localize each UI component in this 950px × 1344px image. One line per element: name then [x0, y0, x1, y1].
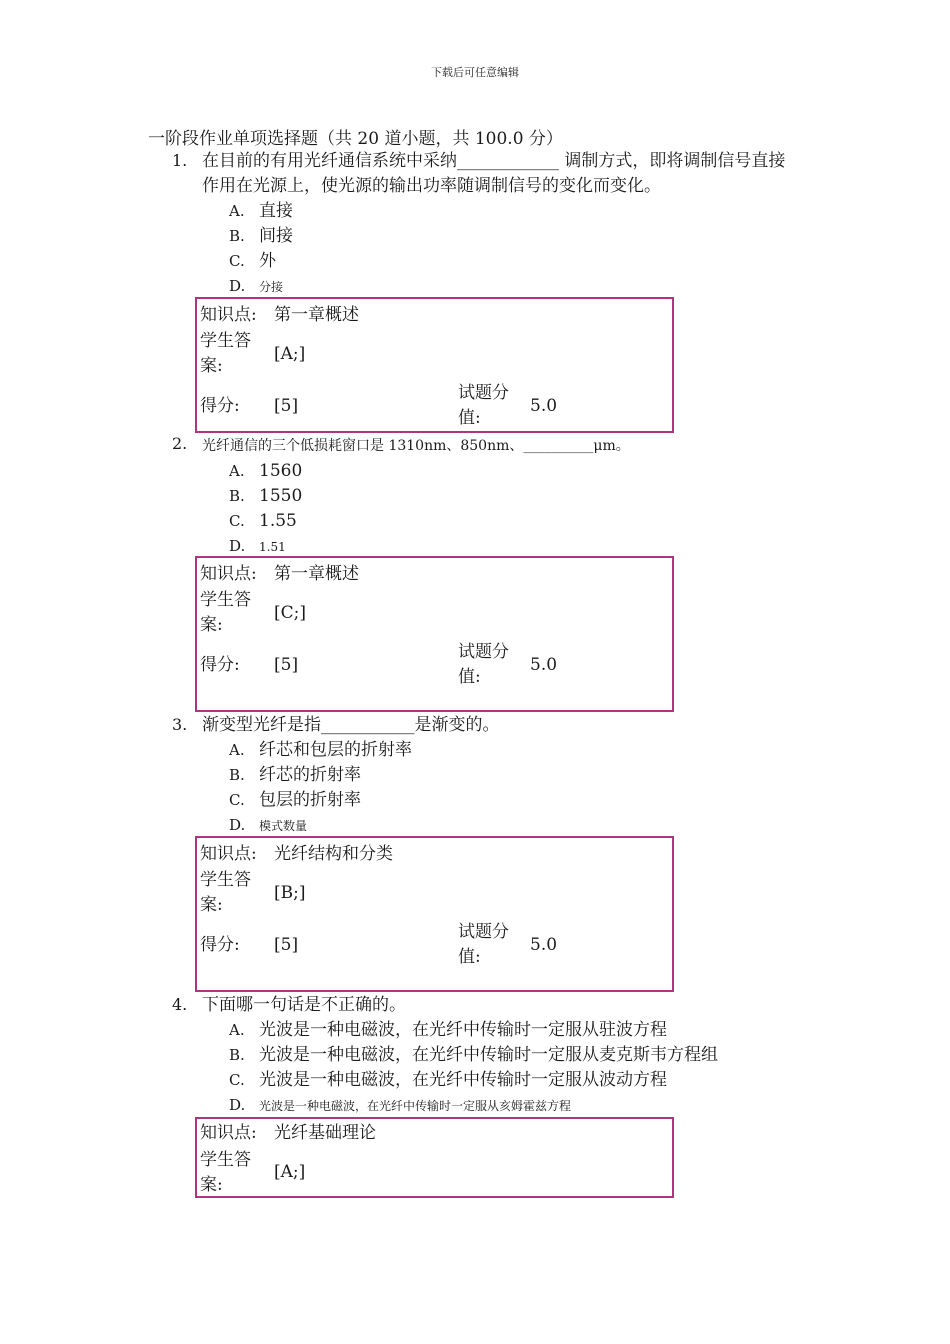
option-c: C. 光波是一种电磁波，在光纤中传输时一定服从波动方程: [229, 1070, 667, 1090]
knowledge-value: 光纤结构和分类: [274, 844, 393, 864]
info-box-4: [195, 1117, 674, 1198]
question-score-label-2: 值:: [458, 667, 481, 687]
page-header: 下载后可任意编辑: [431, 66, 519, 79]
score-label: 得分:: [200, 396, 240, 416]
score-value: [5]: [274, 396, 299, 416]
answer-label-2: 案:: [200, 615, 223, 635]
question-score-label-1: 试题分: [458, 642, 509, 662]
question-text: 在目前的有用光纤通信系统中采纳____________ 调制方式，即将调制信号直接作用在光源上，使光源的输出功率随调制信号的变化而变化。: [202, 151, 786, 196]
answer-value: [A;]: [274, 344, 306, 364]
option-d: D. 光波是一种电磁波，在光纤中传输时一定服从亥姆霍兹方程: [229, 1096, 572, 1114]
info-box-3: [195, 836, 674, 992]
info-box-1: [195, 297, 674, 433]
option-b: B. 1550: [229, 486, 303, 506]
answer-value: [C;]: [274, 603, 306, 623]
question-2: [172, 434, 812, 559]
question-number: 3.: [172, 715, 188, 734]
question-score-value: 5.0: [530, 935, 558, 955]
knowledge-value: 第一章概述: [274, 564, 359, 584]
option-a: A. 直接: [229, 201, 293, 221]
score-label: 得分:: [200, 655, 240, 675]
section-title: 一阶段作业单项选择题（共 20 道小题，共 100.0 分）: [148, 129, 563, 149]
option-b: B. 间接: [229, 226, 293, 246]
option-c: C. 1.55: [229, 511, 297, 531]
knowledge-value: 第一章概述: [274, 305, 359, 325]
question-number: 1.: [172, 151, 188, 170]
option-d: D. 模式数量: [229, 816, 308, 834]
question-score-value: 5.0: [530, 396, 558, 416]
option-b: B. 光波是一种电磁波，在光纤中传输时一定服从麦克斯韦方程组: [229, 1045, 718, 1065]
question-text: 光纤通信的三个低损耗窗口是 1310nm、850nm、__________μm。: [202, 438, 630, 454]
question-number: 2.: [172, 434, 188, 453]
answer-label-1: 学生答: [200, 331, 251, 351]
question-1: [172, 149, 812, 299]
question-text: 下面哪一句话是不正确的。: [202, 995, 406, 1015]
question-number: 4.: [172, 995, 188, 1014]
option-d: D. 分接: [229, 277, 284, 295]
score-value: [5]: [274, 935, 299, 955]
option-a: A. 1560: [229, 461, 303, 481]
answer-label-2: 案:: [200, 356, 223, 376]
knowledge-label: 知识点:: [200, 844, 257, 864]
question-score-value: 5.0: [530, 655, 558, 675]
option-a: A. 纤芯和包层的折射率: [229, 740, 412, 760]
option-b: B. 纤芯的折射率: [229, 765, 361, 785]
question-score-label-2: 值:: [458, 408, 481, 428]
question-score-label-1: 试题分: [458, 383, 509, 403]
option-c: C. 外: [229, 251, 276, 271]
option-c: C. 包层的折射率: [229, 790, 361, 810]
knowledge-label: 知识点:: [200, 1123, 257, 1143]
answer-value: [A;]: [274, 1162, 306, 1182]
answer-label-2: 案:: [200, 895, 223, 915]
knowledge-label: 知识点:: [200, 305, 257, 325]
score-value: [5]: [274, 655, 299, 675]
answer-value: [B;]: [274, 883, 306, 903]
info-box-2: [195, 556, 674, 712]
score-label: 得分:: [200, 935, 240, 955]
question-text: 渐变型光纤是指___________是渐变的。: [202, 715, 500, 735]
knowledge-value: 光纤基础理论: [274, 1123, 376, 1143]
knowledge-label: 知识点:: [200, 564, 257, 584]
option-d: D. 1.51: [229, 537, 286, 555]
question-3: [172, 713, 812, 838]
answer-label-2: 案:: [200, 1175, 223, 1195]
question-score-label-2: 值:: [458, 947, 481, 967]
question-score-label-1: 试题分: [458, 922, 509, 942]
answer-label-1: 学生答: [200, 870, 251, 890]
question-4: [172, 993, 812, 1118]
answer-label-1: 学生答: [200, 590, 251, 610]
option-a: A. 光波是一种电磁波，在光纤中传输时一定服从驻波方程: [229, 1020, 667, 1040]
answer-label-1: 学生答: [200, 1150, 251, 1170]
